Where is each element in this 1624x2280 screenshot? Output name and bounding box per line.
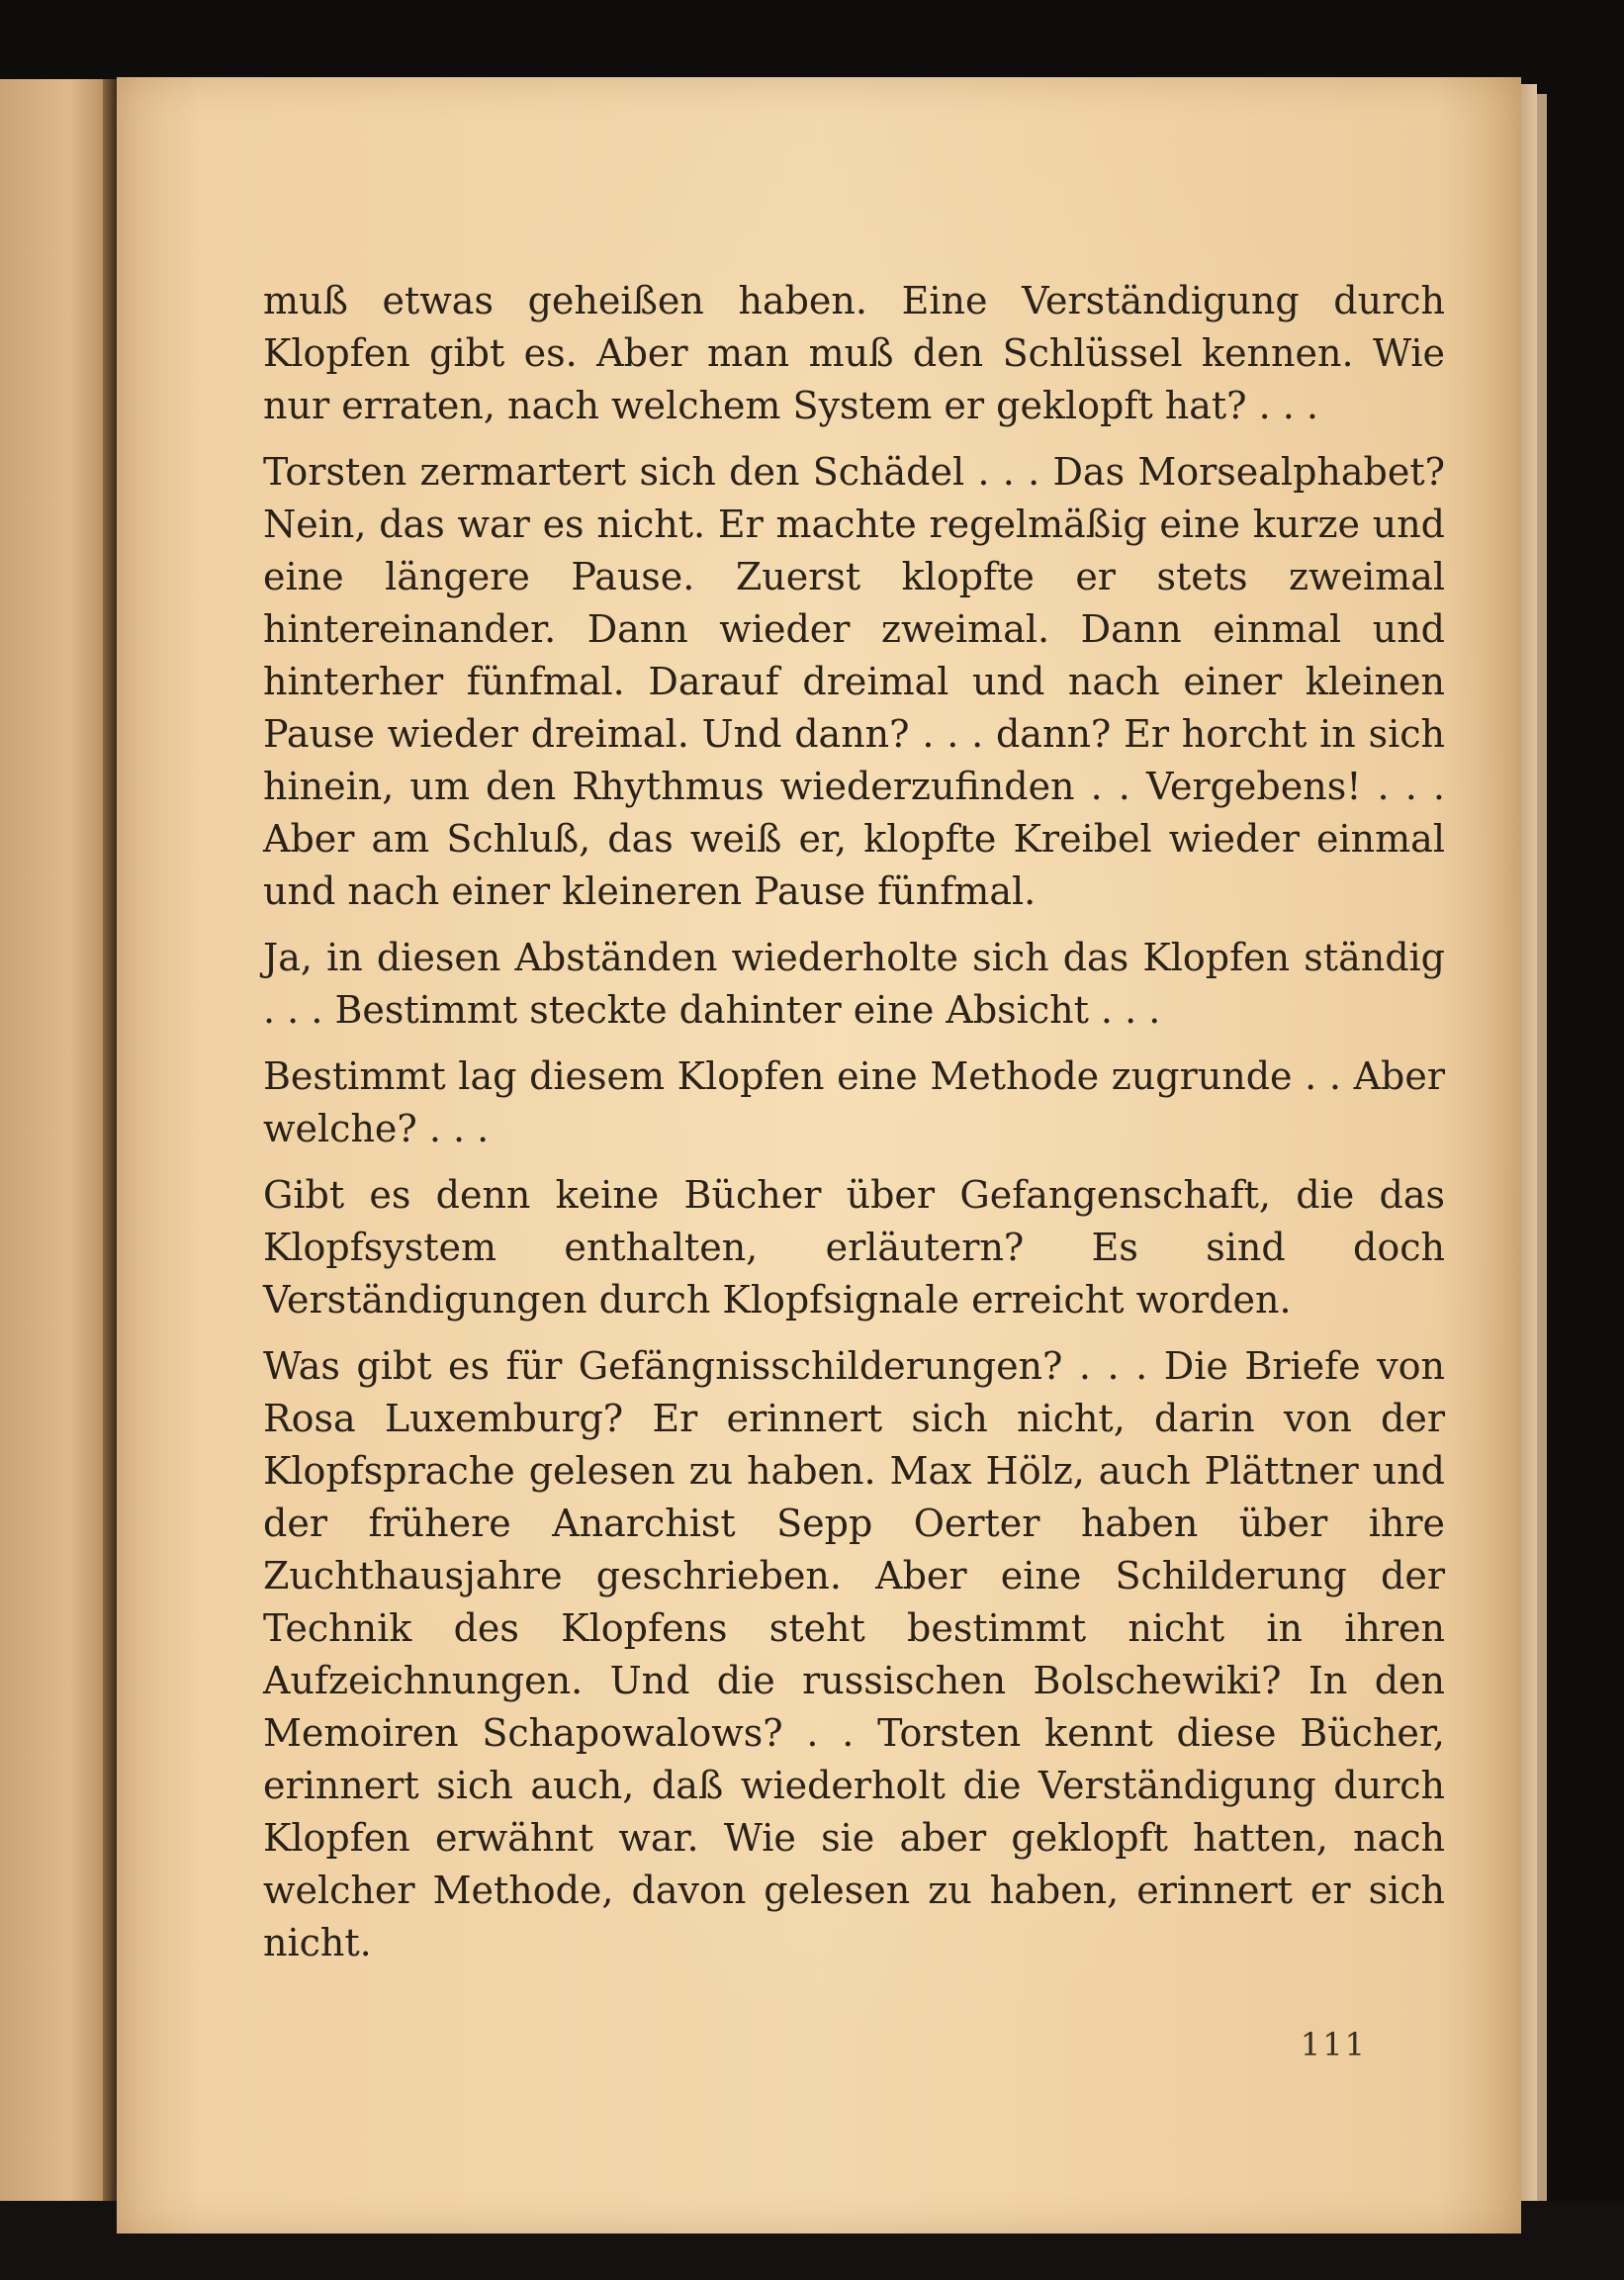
page-number: 111 [1300,2026,1367,2063]
page-edge [1521,84,1537,2226]
page-edge [1537,94,1547,2221]
left-page-edge [0,79,117,2231]
paragraph: Ja, in diesen Abständen wiederholte sich das Klopfen ständig . . . Bestimmt steckte dahinter eine Absicht . . . [263,936,1445,1032]
paragraph: Was gibt es für Gefängnisschilderungen? . . . Die Briefe von Rosa Luxemburg? Er erinnert sich nicht, darin von der Klopfsprache gelesen zu haben. Max Hölz, auch Plättner und der frühere Anarchist Sepp Oerter haben über ihre Zuchthausjahre geschrieben. Aber eine Schilderung der Technik des Klopfens steht bestimmt nicht in ihren Aufzeichnungen. Und die russischen Bolschewiki? In den Memoiren Schapowalows? . . Torsten kennt diese Bücher, erinnert sich auch, daß wiederholt die Verständigung durch Klopfen erwähnt war. Wie sie aber geklopft hatten, nach welcher Methode, davon gelesen zu haben, erinnert er sich nicht. [263,1344,1445,1964]
book-page [117,77,1521,2234]
paragraph: Gibt es denn keine Bücher über Gefangenschaft, die das Klopfsystem enthalten, erläutern? Es sind doch Verständigungen durch Klopfsignale erreicht worden. [263,1173,1445,1322]
paragraph: Bestimmt lag diesem Klopfen eine Methode zugrunde . . Aber welche? . . . [263,1054,1445,1150]
paragraph: Torsten zermartert sich den Schädel . . . Das Morsealphabet? Nein, das war es nicht. Er machte regelmäßig eine kurze und eine längere Pause. Zuerst klopfte er stets zweimal hintereinander. Dann wieder zweimal. Dann einmal und hinterher fünfmal. Darauf dreimal und nach einer kleinen Pause wieder dreimal. Und dann? . . . dann? Er horcht in sich hinein, um den Rhythmus wiederzufinden . . Vergebens! . . . Aber am Schluß, das weiß er, klopfte Kreibel wieder einmal und nach einer kleineren Pause fünfmal. [263,450,1445,913]
paragraph: muß etwas geheißen haben. Eine Verständigung durch Klopfen gibt es. Aber man muß den Schlüssel kennen. Wie nur erraten, nach welchem System er geklopft hat? . . . [263,279,1445,427]
body-text [263,275,1445,1983]
